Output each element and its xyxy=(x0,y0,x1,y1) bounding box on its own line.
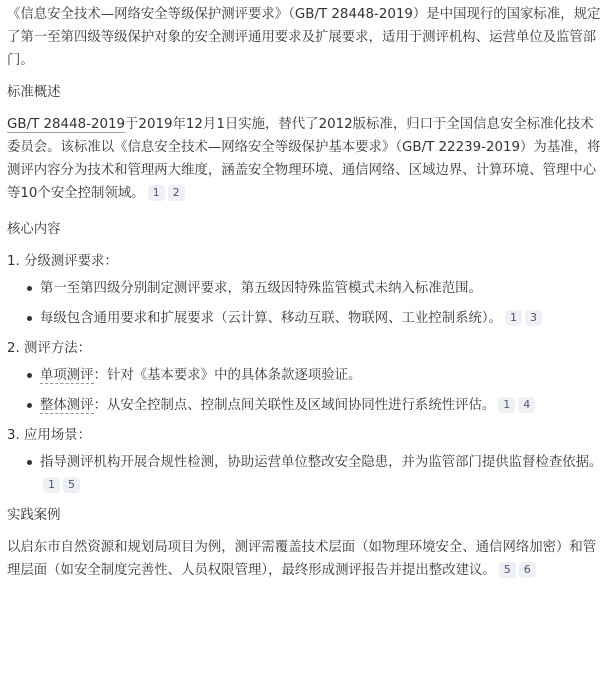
bullet-dot xyxy=(27,316,32,321)
document-body xyxy=(7,0,605,582)
citation-badge[interactable]: 5 xyxy=(63,477,80,493)
list-item-text: 指导测评机构开展合规性检测，协助运营单位整改安全隐患，并为监管部门提供监督检查依据。 xyxy=(40,455,603,470)
term-single-test[interactable]: 单项测评 xyxy=(40,368,94,383)
list-item-text: ：从安全控制点、控制点间关联性及区域间协同性进行系统性评估。 xyxy=(93,398,496,413)
citation-badge[interactable]: 6 xyxy=(519,562,536,578)
list-item xyxy=(7,277,605,300)
citation-badge[interactable]: 1 xyxy=(505,310,522,326)
citation-badge[interactable]: 1 xyxy=(148,185,165,201)
bullet-dot xyxy=(27,286,32,291)
term-overall-test[interactable]: 整体测评 xyxy=(40,398,94,413)
heading-overview: 标准概述 xyxy=(7,85,61,100)
bullet-list-methods xyxy=(7,364,605,417)
bullet-dot xyxy=(27,460,32,465)
citation-badge[interactable]: 4 xyxy=(518,397,535,413)
overview-paragraph xyxy=(7,113,605,205)
list-item-text: 每级包含通用要求和扩展要求（云计算、移动互联、物联网、工业控制系统）。 xyxy=(40,311,502,326)
citation-badge[interactable]: 3 xyxy=(525,310,542,326)
list-item-text: ：针对《基本要求》中的具体条款逐项验证。 xyxy=(93,368,362,383)
section-title-grading: 1. 分级测评要求： xyxy=(7,254,118,269)
section-title-methods: 2. 测评方法： xyxy=(7,341,91,356)
list-item xyxy=(7,307,605,330)
cases-text: 以启东市自然资源和规划局项目为例，测评需覆盖技术层面（如物理环境安全、通信网络加密）和管理层面（如安全制度完善性、人员权限管理），最终形成测评报告并提出整改建议。 xyxy=(7,540,597,578)
intro-paragraph: 《信息安全技术—网络安全等级保护测评要求》（GB/T 28448-2019）是中国现行的国家标准，规定了第一至第四级等级保护对象的安全测评通用要求及扩展要求，适用于测评机构、运营单位及监管部门。 xyxy=(7,7,601,68)
bullet-list-scenarios xyxy=(7,451,605,497)
overview-text: 于2019年12月1日实施，替代了2012版标准，归口于全国信息安全标准化技术委员会。该标准以《信息安全技术—网络安全等级保护基本要求》（GB/T 22239-2019）为基准，将测评内容分为技术和管理两大维度，涵盖安全物理环境、通信网络、区域边界、计算环境、管理中心等10个安全控制领域。 xyxy=(7,117,601,201)
citation-badge[interactable]: 1 xyxy=(498,397,515,413)
heading-core: 核心内容 xyxy=(7,222,61,237)
list-item-text: 第一至第四级分别制定测评要求，第五级因特殊监管模式未纳入标准范围。 xyxy=(40,281,482,296)
section-title-scenarios: 3. 应用场景： xyxy=(7,428,91,443)
bullet-dot xyxy=(27,403,32,408)
heading-cases: 实践案例 xyxy=(7,508,61,523)
standard-code-link[interactable]: GB/T 28448-2019 xyxy=(7,117,126,132)
citation-badge[interactable]: 5 xyxy=(499,562,516,578)
cases-paragraph xyxy=(7,536,605,582)
citation-badge[interactable]: 1 xyxy=(43,477,60,493)
bullet-list-grading xyxy=(7,277,605,330)
citation-badge[interactable]: 2 xyxy=(168,185,185,201)
bullet-dot xyxy=(27,373,32,378)
list-item xyxy=(7,394,605,417)
list-item xyxy=(7,451,605,497)
list-item xyxy=(7,364,605,387)
